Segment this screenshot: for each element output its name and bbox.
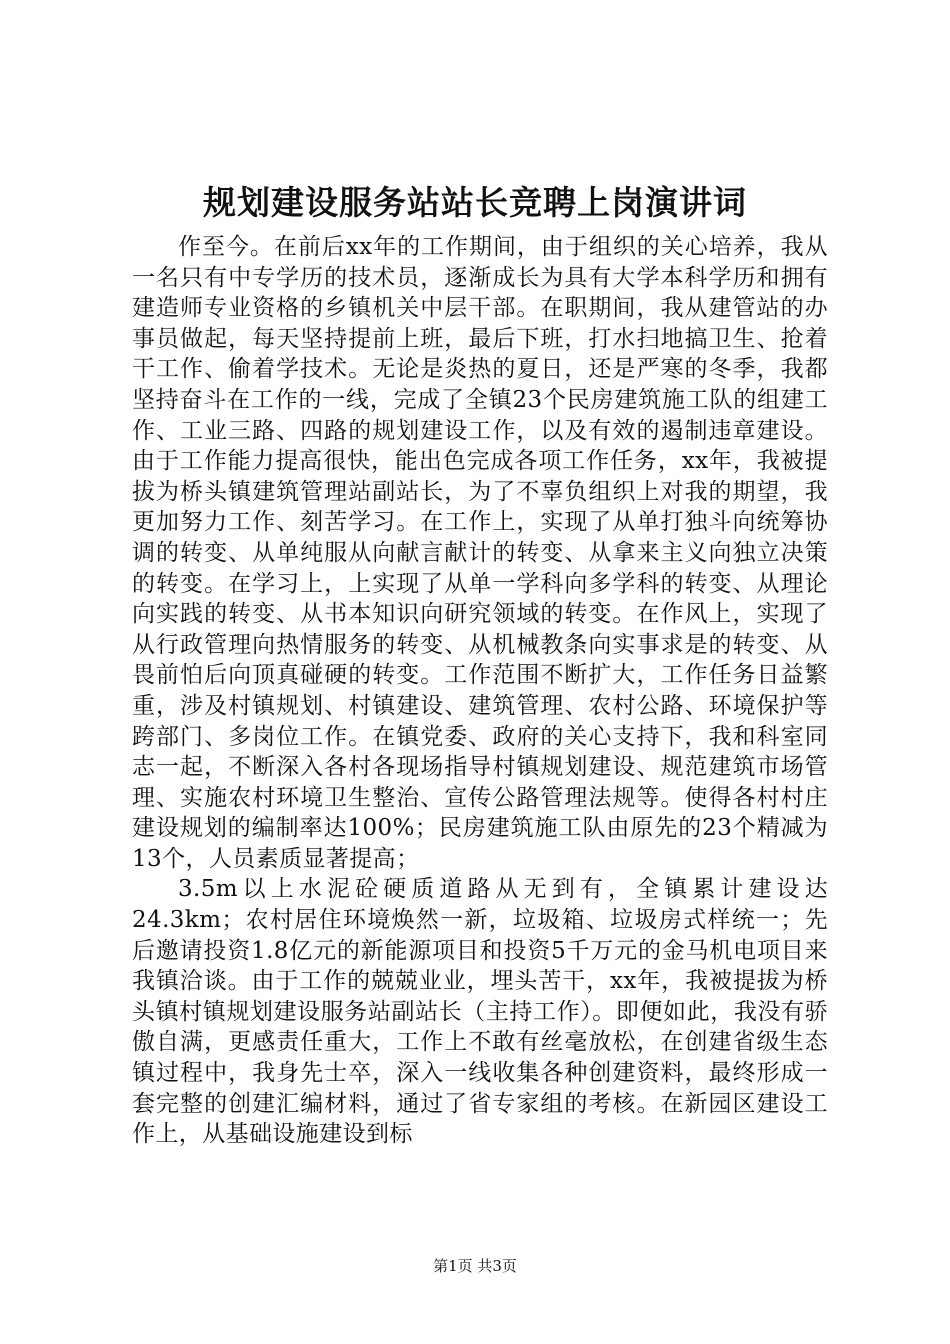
body-paragraph: 3.5m以上水泥砼硬质道路从无到有，全镇累计建设达24.3km；农村居住环境焕然一新，垃圾箱、垃圾房式样统一；先后邀请投资1.8亿元的新能源项目和投资5千万元的金马机电项目来我镇洽谈。由于工作的兢兢业业，埋头苦干，xx年，我被提拔为桥头镇村镇规划建设服务站副站长（主持工作）。即便如此，我没有骄傲自满，更感责任重大，工作上不敢有丝毫放松，在创建省级生态镇过程中，我身先士卒，深入一线收集各种创建资料，最终形成一套完整的创建汇编材料，通过了省专家组的考核。在新园区建设工作上，从基础设施建设到标	[132, 876, 828, 1148]
document-title: 规划建设服务站站长竞聘上岗演讲词	[203, 183, 747, 222]
body-paragraph: 作至今。在前后xx年的工作期间，由于组织的关心培养，我从一名只有中专学历的技术员，逐渐成长为具有大学本科学历和拥有建造师专业资格的乡镇机关中层干部。在职期间，我从建管站的办事员做起，每天坚持提前上班，最后下班，打水扫地搞卫生、抢着干工作、偷着学技术。无论是炎热的夏日，还是严寒的冬季，我都坚持奋斗在工作的一线，完成了全镇23个民房建筑施工队的组建工作、工业三路、四路的规划建设工作，以及有效的遏制违章建设。由于工作能力提高很快，能出色完成各项工作任务，xx年，我被提拔为桥头镇建筑管理站副站长，为了不辜负组织上对我的期望，我更加努力工作、刻苦学习。在工作上，实现了从单打独斗向统筹协调的转变、从单纯服从向献言献计的转变、从拿来主义向独立决策的转变。在学习上，上实现了从单一学科向多学科的转变、从理论向实践的转变、从书本知识向研究领域的转变。在作风上，实现了从行政管理向热情服务的转变、从机械教条向实事求是的转变、从畏前怕后向顶真碰硬的转变。工作范围不断扩大，工作任务日益繁重，涉及村镇规划、村镇建设、建筑管理、农村公路、环境保护等跨部门、多岗位工作。在镇党委、政府的关心支持下，我和科室同志一起，不断深入各村各现场指导村镇规划建设、规范建筑市场管理、实施农村环境卫生整治、宣传公路管理法规等。使得各村村庄建设规划的编制率达100%；民房建筑施工队由原先的23个精减为13个，人员素质显著提高；	[132, 234, 828, 872]
document-body	[132, 232, 828, 1150]
page-number-footer: 第1页 共3页	[433, 1257, 517, 1275]
